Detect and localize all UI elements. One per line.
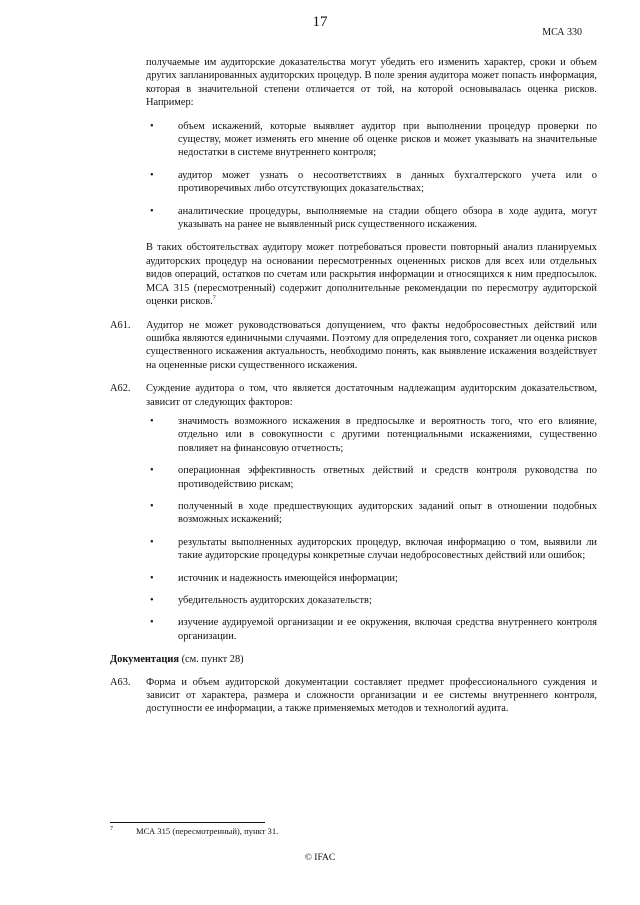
- paragraph-a61: [110, 319, 597, 373]
- list-item: • убедительность аудиторских доказательств;: [150, 595, 372, 606]
- list-item: • значимость возможного искажения в предпосылке и вероятность того, что его влияние, отдельно или в совокупности с другими потенциальными искажениями, существенно повлияет на финансовую отчетность;: [150, 415, 597, 454]
- paragraph-label: A61.: [110, 319, 131, 331]
- footnote-text: МСА 315 (пересмотренный), пункт 31.: [136, 826, 279, 836]
- paragraph-label: A62.: [110, 383, 131, 395]
- bullet-icon: •: [150, 205, 154, 217]
- standard-code: МСА 330: [542, 27, 582, 38]
- paragraph-a63: [110, 676, 597, 716]
- paragraph-text: Форма и объем аудиторской документации составляет предмет профессионального суждения и зависит от характера, размера и сложности организации и ее системы внутреннего контроля, доступности ее информации, а также применяемых методов и технологий аудита.: [146, 676, 597, 715]
- section-heading: Документация (см. пункт 28): [110, 654, 244, 666]
- bullet-icon: •: [150, 595, 154, 606]
- bullet-icon: •: [150, 572, 154, 584]
- body-content: [110, 56, 597, 726]
- list-item: • операционная эффективность ответных действий и средств контроля руководства по противодействию рискам;: [150, 465, 597, 490]
- section-reference: (см. пункт 28): [181, 654, 244, 666]
- bullet-icon: •: [150, 465, 154, 477]
- copyright: © IFAC: [304, 853, 336, 863]
- intro-paragraph: получаемые им аудиторские доказательства могут убедить его изменить характер, сроки и объем других запланированных аудиторских процедур. В поле зрения аудитора может попасть информация, которая в значительной степени отличается от той, на которой основывалась оценка рисков. Например:: [146, 57, 597, 109]
- a62-bullet-list: [110, 415, 597, 643]
- paragraph-text: Суждение аудитора о том, что является достаточным надлежащим аудиторским доказательством, зависит от следующих факторов:: [146, 383, 597, 408]
- list-item: • источник и надежность имеющейся информации;: [150, 572, 398, 584]
- bullet-icon: •: [150, 617, 154, 629]
- bullet-icon: •: [150, 120, 154, 132]
- bullet-icon: •: [150, 415, 154, 427]
- intro-closing-block: [110, 241, 597, 308]
- list-item: • изучение аудируемой организации и ее окружения, включая средства внутреннего контроля организации.: [150, 617, 597, 642]
- intro-block: [110, 56, 597, 110]
- list-item: • аналитические процедуры, выполняемые на стадии общего обзора в ходе аудита, могут указывать на ранее не выявленный риск существенного искажения.: [150, 205, 597, 231]
- footnote-mark: 7: [110, 826, 113, 832]
- footnote: [110, 826, 590, 836]
- page-number: 17: [312, 14, 328, 30]
- list-item: • полученный в ходе предшествующих аудиторских заданий опыт в отношении подобных возможных искажений;: [150, 500, 597, 526]
- paragraph-a62: [110, 382, 597, 409]
- list-item: • объем искажений, которые выявляет аудитор при выполнении процедур проверки по существу, может изменять его мнение об оценке рисков и может указывать на значительные недостатки в системе внутреннего контроля;: [150, 120, 597, 159]
- footnote-divider: [110, 822, 265, 823]
- paragraph-text: Аудитор не может руководствоваться допущением, что факты недобросовестных действий или ошибка являются единичными случаями. Поэтому для определения того, сохраняет ли оценка рисков существенного искажения актуальность, необходимо понять, как выявление искажения воздействует на оцененные риски существенного искажения.: [146, 319, 597, 371]
- bullet-icon: •: [150, 536, 154, 548]
- paragraph-label: A63.: [110, 676, 131, 688]
- footnote-ref: 7: [212, 295, 216, 302]
- intro-closing-paragraph: В таких обстоятельствах аудитору может потребоваться провести повторный анализ планируемых аудиторских процедур на основании пересмотренных оцененных рисков для всех или отдельных видов операций, остатков по счетам или раскрытия информации и относящихся к ним предпосылок. МСА 315 (пересмотренный) содержит дополнительные рекомендации по пересмотру аудиторской оценки рисков.$^7$: [146, 242, 597, 308]
- bullet-icon: •: [150, 169, 154, 181]
- bullet-icon: •: [150, 500, 154, 512]
- list-item: • результаты выполненных аудиторских процедур, включая информацию о том, выявили ли такие аудиторские процедуры конкретные случаи недобросовестных действий или ошибок;: [150, 536, 597, 562]
- list-item: • аудитор может узнать о несоответствиях в данных бухгалтерского учета или о противоречивых либо отсутствующих доказательствах;: [150, 169, 597, 195]
- intro-bullet-list: [110, 120, 597, 232]
